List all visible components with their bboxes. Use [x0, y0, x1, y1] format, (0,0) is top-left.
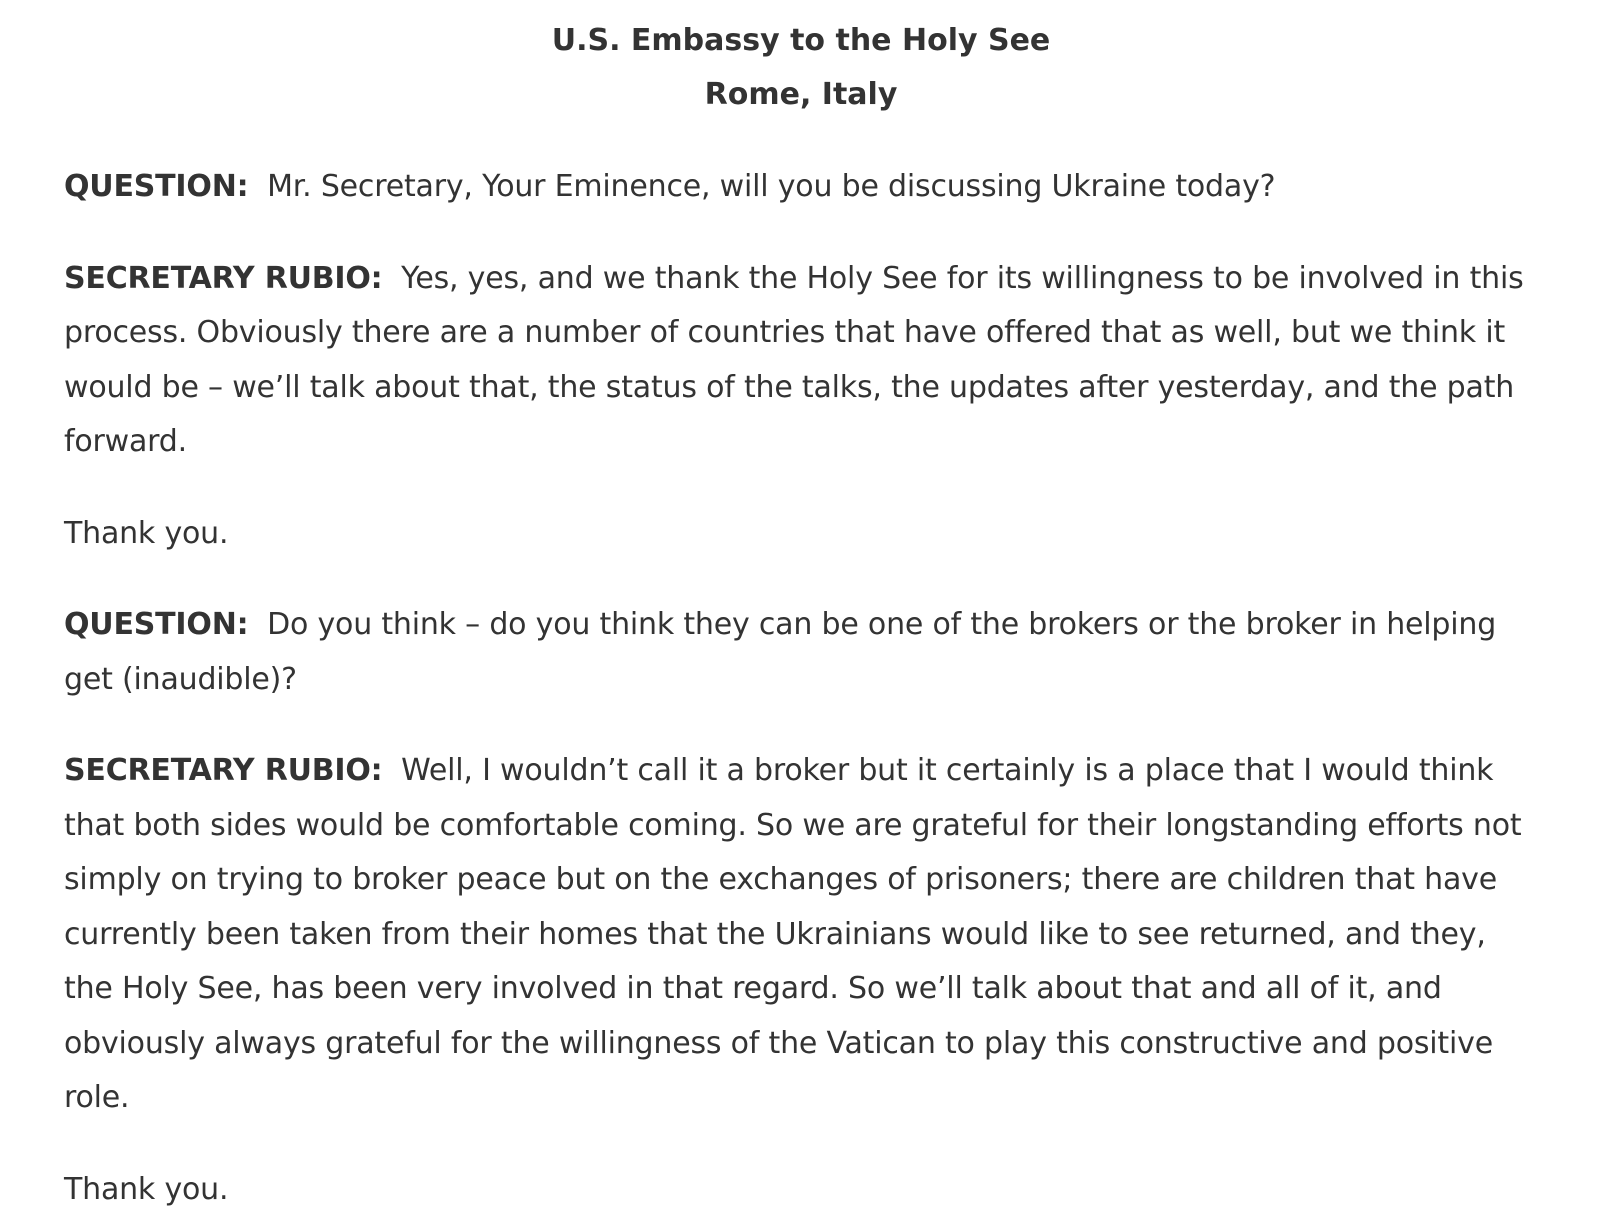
paragraph-text: Well, I wouldn’t call it a broker but it certainly is a place that I would think that both sides would be comfortable coming. So we are grateful for their longstanding efforts not simply on trying to broker peace but on the exchanges of prisoners; there are children that have currently been taken from their homes that the Ukrainians would like to see returned, and they, the Holy See, has been very involved in that regard. So we’ll talk about that and all of it, and obviously always grateful for the willingness of the Vatican to play this constructive and positive role.: [64, 753, 1521, 1115]
speaker-label: QUESTION:: [64, 169, 248, 204]
speaker-label: SECRETARY RUBIO:: [64, 261, 382, 296]
header-location: Rome, Italy: [64, 68, 1538, 122]
speaker-label: SECRETARY RUBIO:: [64, 753, 382, 788]
transcript-paragraph-answer-2: [64, 744, 1538, 1126]
paragraph-text: Thank you.: [64, 516, 228, 551]
header-title: U.S. Embassy to the Holy See: [64, 14, 1538, 68]
paragraph-text: Yes, yes, and we thank the Holy See for its willingness to be involved in this process. Obviously there are a number of countries that have offered that as well, but we think it would be – we’ll talk about that, the status of the talks, the updates after yesterday, and the path forward.: [64, 261, 1524, 460]
transcript-paragraph-thanks-2: [64, 1163, 1538, 1217]
transcript-paragraph-answer-1: [64, 252, 1538, 470]
transcript-paragraph-thanks-1: [64, 507, 1538, 562]
transcript-paragraph-question-1: [64, 160, 1538, 215]
document-header: [64, 14, 1538, 122]
paragraph-text: Thank you.: [64, 1172, 228, 1207]
transcript-paragraph-question-2: [64, 598, 1538, 707]
paragraph-text: Do you think – do you think they can be one of the brokers or the broker in helping get (inaudible)?: [64, 607, 1496, 697]
speaker-label: QUESTION:: [64, 607, 248, 642]
paragraph-text: Mr. Secretary, Your Eminence, will you be discussing Ukraine today?: [267, 169, 1275, 204]
